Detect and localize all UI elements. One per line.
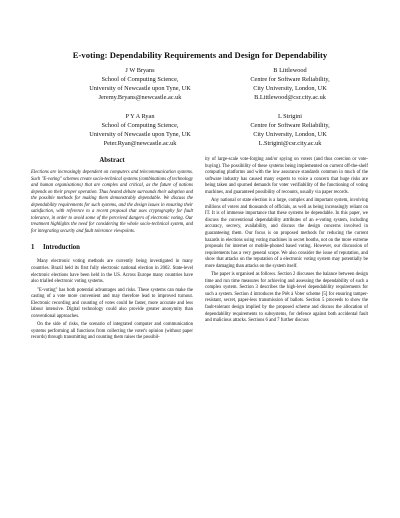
body-paragraph: ity of large-scale vote-forging and/or spying on voters (and thus coercion or vote-buying). The possibility of these systems being implemented on current off-the-shelf computing platforms and with the low assurance standards common in much of the software industry has caused many experts to voice a concern that huge risks are being taken and spurned demands for voter verifiability of the functioning of voting machines, and guaranteed possibility of recounts, usually via paper records. xyxy=(205,157,368,195)
author-name: B Littlewood xyxy=(273,67,307,74)
intro-paragraph: On the side of risks, the scenario of integrated computer and communication systems performing all functions from collecting the voter's opinion (without paper records) through transmitting and counting them raises the possibil- xyxy=(31,322,193,341)
author-email: Peter.Ryan@newcastle.ac.uk xyxy=(103,139,177,147)
author-department: Centre for Software Reliability, xyxy=(250,121,330,129)
author-name: L Strigini xyxy=(277,113,303,120)
body-paragraph: The paper is organised as follows. Section 2 discusses the balance between design time and run time measures for achieving and assessing the dependability of such a complex system. Section 3 describes the high-level dependability requirements for such a system. Section 4 introduces the Prêt à Voter scheme [5] for ensuring tamper-resistant, secret, paper-less transmission of ballots. Section 5 proceeds to show the fault-tolerant design implied by the proposed scheme and discuss the allocation of dependability requirements to subsystems, for defence against both accidental fault and malicious attacks. Sections 6 and 7 further discuss xyxy=(205,272,368,324)
section-heading-introduction xyxy=(31,244,193,252)
author-department: School of Computing Science, xyxy=(101,121,179,129)
author-name: J W Bryans xyxy=(125,67,155,74)
author-name: P Y A Ryan xyxy=(125,113,155,120)
author-email: B.Littlewood@csr.city.ac.uk xyxy=(254,93,326,101)
author-block-littlewood xyxy=(220,67,360,103)
paper-title: E-voting: Dependability Requirements and Design for Dependability xyxy=(72,50,328,60)
section-title: Introduction xyxy=(43,244,80,252)
author-affiliation: City University, London, UK xyxy=(253,84,327,92)
author-affiliation: University of Newcastle upon Tyne, UK xyxy=(89,130,191,138)
author-block-ryan xyxy=(50,113,230,149)
author-block-bryans xyxy=(50,67,230,103)
author-department: School of Computing Science, xyxy=(101,75,179,83)
left-column xyxy=(31,157,193,342)
abstract-heading: Abstract xyxy=(99,157,125,164)
section-number: 1 xyxy=(31,244,35,252)
author-affiliation: University of Newcastle upon Tyne, UK xyxy=(89,84,191,92)
author-email: Jeremy.Bryans@newcastle.ac.uk xyxy=(98,93,182,101)
author-block-strigini xyxy=(220,113,360,149)
abstract-text: Elections are increasingly dependent on computers and telecommunication systems. Such "E-voting" schemes create socio-technical systems (combinations of technology and human organisations) that are complex and critical, as the future of nations depends on their proper operation. Thus heated debate surrounds their adoption and the possible methods for making them demonstrably dependable. We discuss the dependability requirements for such systems, and the design issues in ensuring their satisfaction, with reference to a recent proposal that uses cryptography for fault tolerance, in order to avoid some of the perceived dangers of electronic voting. Our treatment highlights the need for considering the whole socio-technical system, and for integrating security and fault tolerance viewpoints. xyxy=(31,170,193,234)
author-department: Centre for Software Reliability, xyxy=(250,75,330,83)
body-paragraph: Any national or state election is a large, complex and important system, involving millions of voters and thousands of officials, as well as being increasingly reliant on IT. It is of immense importance that these systems be dependable. In this paper, we discuss the conventional dependability attributes of an e-voting system, including accuracy, secrecy, availability, and discuss the design concerns involved in guaranteeing them. Our focus is on proposed methods for reducing the current hazards in elections using voting machines in secret booths, not on the more extreme proposals for internet or mobile-phoned based voting. However, our discussion of requirements has a very general scope. We also consider the issue of reputation, and show that attacks on the reputation of a electronic voting system may potentially be more damaging than attacks on the system itself. xyxy=(205,198,368,269)
right-column xyxy=(205,157,368,325)
author-email: L.Strigini@csr.city.ac.uk xyxy=(258,139,322,147)
intro-paragraph: Many electronic voting methods are currently being investigated in many countries. Brazil held its first fully electronic national election in 2002. State-level electronic elections have been held in the US. Across Europe many countries have also trialled electronic voting systems. xyxy=(31,259,193,285)
intro-paragraph: "E-voting" has both potential advantages and risks. These systems can make the casting of a vote more convenient and may therefore lead to improved turnout. Electronic recording and counting of votes could be faster, more accurate and less labour intensive. Digital technology could also provide greater anonymity than conventional approaches. xyxy=(31,287,193,319)
author-affiliation: City University, London, UK xyxy=(253,130,327,138)
